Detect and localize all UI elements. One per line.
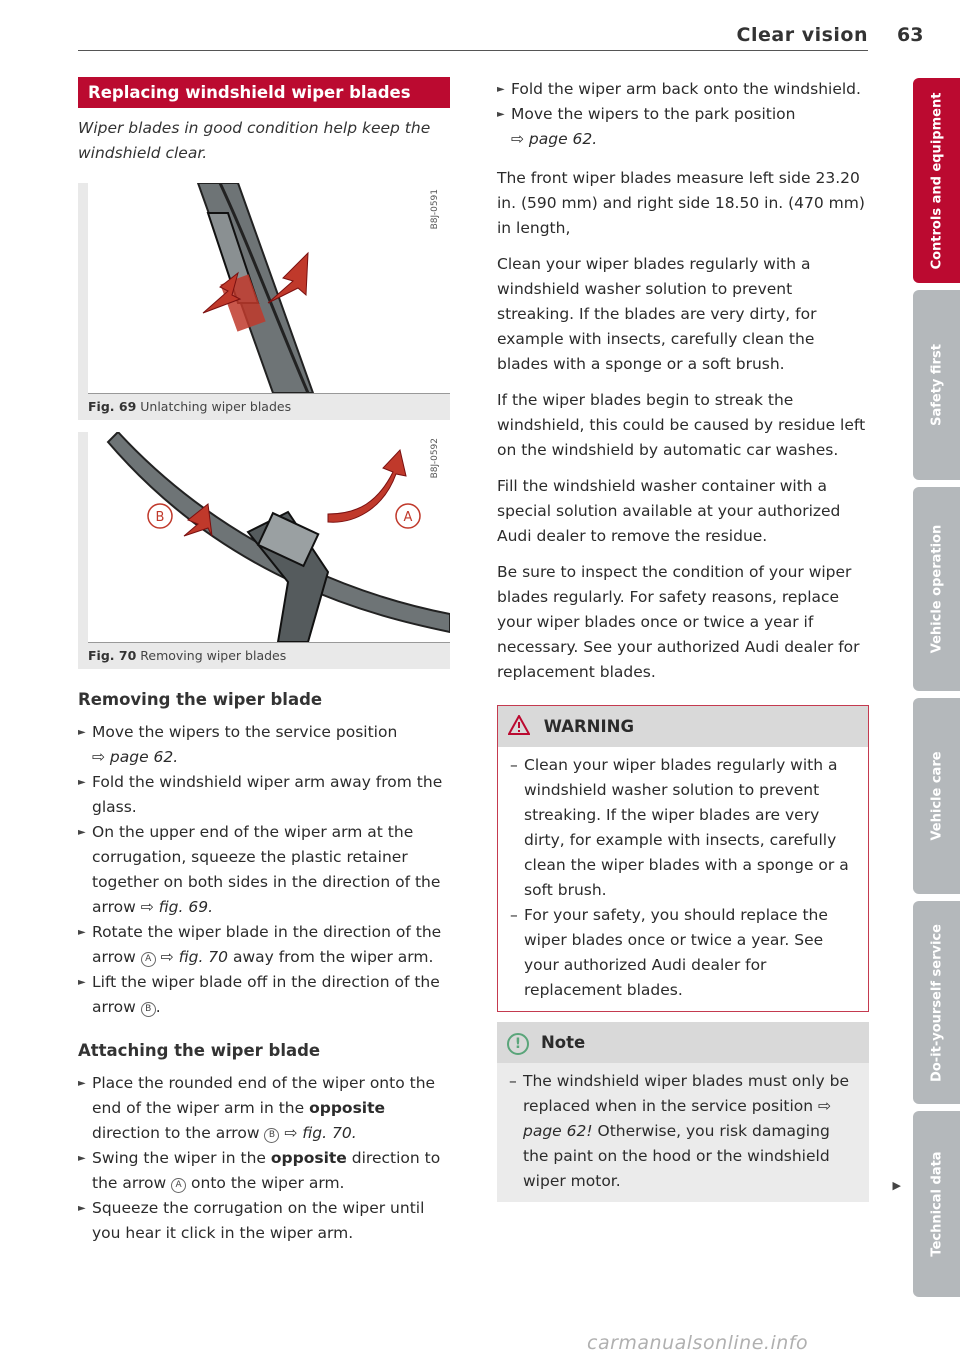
section-intro: Wiper blades in good condition help keep the windshield clear.: [78, 119, 431, 162]
warning-item-2: – For your safety, you should replace the wiper blades once or twice a year. See your authorized Audi dealer for replacement blades.: [508, 903, 858, 1003]
step-text: direction to the arrow: [92, 1124, 260, 1142]
warning-title: WARNING: [543, 717, 634, 736]
figure-70: [78, 432, 450, 669]
marker-b-icon: B: [264, 1128, 279, 1143]
emphasis-text: opposite: [270, 1149, 347, 1167]
note-body: [497, 1063, 869, 1202]
tab-vehicle-operation[interactable]: [913, 487, 960, 691]
removing-step-4: [78, 920, 450, 970]
step-text: direction to the arrow: [92, 1149, 441, 1192]
attaching-step-3: ► Squeeze the corrugation on the wiper until you hear it click in the wiper arm.: [78, 1196, 450, 1246]
figure-reference-link[interactable]: ⇨ fig. 70.: [284, 1124, 357, 1142]
figure-69-caption-text: Unlatching wiper blades: [140, 399, 292, 414]
step-text: On the upper end of the wiper arm at the corrugation, squeeze the plastic retainer together on both sides in the direction of the arrow: [92, 823, 441, 916]
removing-step-3: [78, 820, 450, 920]
attaching-steps: [78, 1071, 450, 1246]
paragraph-streaking: If the wiper blades begin to streak the windshield, this could be caused by residue left on the windshield by automatic car washes.: [497, 391, 866, 459]
note-text: The windshield wiper blades must only be replaced when in the service position: [523, 1072, 849, 1115]
tab-label: Do-it-yourself service: [929, 923, 944, 1082]
note-text: Otherwise, you risk damaging the paint on the hood or the windshield wiper motor.: [523, 1122, 830, 1190]
warning-body: [498, 747, 868, 1011]
warning-header: [498, 706, 868, 747]
figure-reference-link[interactable]: ⇨ fig. 69.: [140, 898, 214, 916]
paragraph-washer-fluid: Fill the windshield washer container with a special solution available at your authorized Audi dealer to remove the residue.: [497, 477, 841, 545]
tab-vehicle-care[interactable]: [913, 698, 960, 894]
page-reference-link[interactable]: ⇨ page 62.: [511, 130, 598, 148]
warning-triangle-icon: [508, 715, 530, 735]
attaching-heading: Attaching the wiper blade: [78, 1041, 321, 1060]
attaching-step-1: [78, 1071, 450, 1146]
tab-safety-first[interactable]: [913, 290, 960, 480]
continue-arrow-icon: ▶: [892, 1179, 901, 1192]
marker-a-icon: A: [171, 1178, 186, 1193]
warning-box: [497, 705, 869, 1012]
figure-69-label: Fig. 69: [88, 399, 137, 414]
note-header: [497, 1022, 869, 1063]
figure-70-label: Fig. 70: [88, 648, 137, 663]
figure-69-caption: [78, 394, 450, 420]
removing-step-5: [78, 970, 450, 1020]
continued-steps: [497, 77, 869, 152]
page-reference-link[interactable]: ⇨ page 62.: [92, 748, 179, 766]
step-text: Rotate the wiper blade in the direction of the arrow: [92, 923, 442, 966]
header-rule: [78, 50, 868, 51]
paragraph-inspection: Be sure to inspect the condition of your wiper blades regularly. For safety reasons, replace your wiper blades once or twice a year if necessary. See your authorized Audi dealer for replacement blades.: [497, 563, 860, 681]
step-text: .: [155, 998, 161, 1016]
running-header-title: Clear vision: [736, 24, 868, 46]
note-info-icon: !: [507, 1033, 529, 1055]
tab-label: Vehicle operation: [929, 524, 944, 654]
removing-heading: Removing the wiper blade: [78, 690, 323, 709]
figure-70-caption: [78, 643, 450, 669]
tab-label: Safety first: [929, 344, 944, 426]
section-title: Replacing windshield wiper blades: [78, 77, 450, 108]
marker-a-icon: A: [141, 952, 156, 967]
continued-step-2: [497, 102, 869, 152]
figure-69-illustration: [88, 183, 450, 394]
step-text: Move the wipers to the park position: [511, 105, 796, 123]
tab-label: Controls and equipment: [929, 92, 944, 269]
tab-label: Vehicle care: [929, 751, 944, 841]
warning-item-1: – Clean your wiper blades regularly with a windshield washer solution to prevent streaking. If the wiper blades are very dirty, for example with insects, carefully clean the wiper blades with a sponge or a soft brush.: [508, 753, 858, 903]
figure-70-illustration: [88, 432, 450, 643]
step-text: Lift the wiper blade off in the direction of the arrow: [92, 973, 440, 1016]
tab-technical-data[interactable]: [913, 1111, 960, 1297]
watermark-text: carmanualsonline.info: [587, 1332, 809, 1354]
left-column: [78, 77, 450, 1246]
marker-b-label: B: [155, 510, 165, 525]
figure-reference-link[interactable]: ⇨ fig. 70: [160, 948, 229, 966]
step-text: onto the wiper arm.: [191, 1174, 345, 1192]
step-text: away from the wiper arm.: [232, 948, 434, 966]
paragraph-blade-size: The front wiper blades measure left side 23.20 in. (590 mm) and right side 18.50 in. (470 mm) in length,: [497, 169, 865, 237]
wiper-remove-drawing: [88, 432, 450, 642]
removing-steps: [78, 720, 450, 1020]
figure-70-code: B8J-0592: [430, 438, 440, 479]
step-text: Swing the wiper in the: [92, 1149, 266, 1167]
step-text: Move the wipers to the service position: [92, 723, 398, 741]
tab-controls-and-equipment[interactable]: [913, 78, 960, 283]
page-reference-link[interactable]: ⇨ page 62!: [523, 1097, 832, 1140]
marker-b-icon: B: [141, 1002, 156, 1017]
removing-step-2: ► Fold the windshield wiper arm away from the glass.: [78, 770, 450, 820]
note-item: [507, 1069, 859, 1194]
marker-a-label: A: [403, 510, 413, 525]
tab-do-it-yourself-service[interactable]: [913, 901, 960, 1104]
paragraph-cleaning: Clean your wiper blades regularly with a windshield washer solution to prevent streaking. If the blades are very dirty, for example with insects, carefully clean the blades with a sponge or a soft brush.: [497, 255, 817, 373]
figure-69: [78, 183, 450, 420]
continued-step-1: ► Fold the wiper arm back onto the windshield.: [497, 77, 869, 102]
removing-step-1: [78, 720, 450, 770]
figure-70-caption-text: Removing wiper blades: [140, 648, 287, 663]
wiper-unlatch-drawing: [88, 183, 450, 393]
page-number: 63: [897, 24, 924, 46]
note-box: [497, 1022, 901, 1202]
step-text: Place the rounded end of the wiper onto the end of the wiper arm in the: [92, 1074, 436, 1117]
tab-label: Technical data: [929, 1151, 944, 1257]
emphasis-text: opposite: [309, 1099, 386, 1117]
note-title: Note: [541, 1033, 586, 1052]
attaching-step-2: [78, 1146, 450, 1196]
right-column: [497, 77, 901, 1202]
figure-69-code: B8J-0591: [430, 189, 440, 230]
